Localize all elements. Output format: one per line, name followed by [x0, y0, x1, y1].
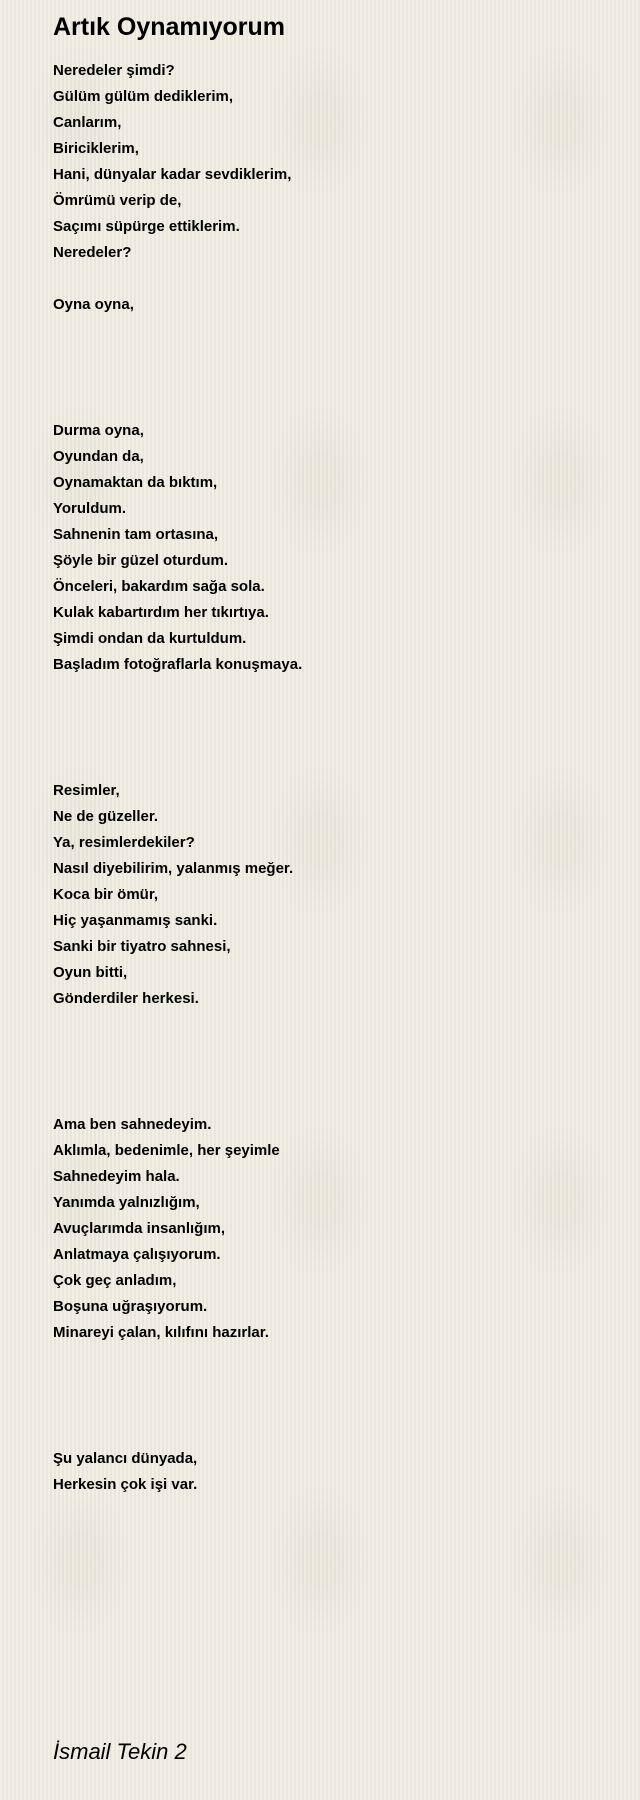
poem-line: Aklımla, bedenimle, her şeyimle [53, 1142, 280, 1159]
stanza-gap [53, 1012, 613, 1112]
poem-line: Sanki bir tiyatro sahnesi, [53, 938, 231, 955]
stanza-2 [53, 292, 613, 318]
poem-title: Artık Oynamıyorum [53, 13, 286, 41]
poem-line: Sahnenin tam ortasına, [53, 526, 219, 543]
poem-line: Ama ben sahnedeyim. [53, 1116, 212, 1133]
poem-line: Kulak kabartırdım her tıkırtıya. [53, 604, 269, 621]
poem-line: Anlatmaya çalışıyorum. [53, 1246, 221, 1263]
stanza-6 [53, 1446, 613, 1498]
poem-line: Yoruldum. [53, 500, 127, 517]
poem-line: Oyundan da, [53, 448, 144, 465]
poem-line: Ya, resimlerdekiler? [53, 834, 195, 851]
stanza-gap [53, 678, 613, 778]
poem-line: Neredeler? [53, 244, 132, 261]
poem-line: Biriciklerim, [53, 140, 139, 157]
poem-line: Oyna oyna, [53, 296, 134, 313]
stanza-gap [53, 1346, 613, 1446]
poem-line: Şu yalancı dünyada, [53, 1450, 198, 1467]
poem-line: Boşuna uğraşıyorum. [53, 1298, 208, 1315]
poem-line: Gülüm gülüm dediklerim, [53, 88, 234, 105]
stanza-gap [53, 266, 613, 292]
poem-body [53, 58, 613, 1498]
poem-line: Nasıl diyebilirim, yalanmış meğer. [53, 860, 294, 877]
stanza-3 [53, 418, 613, 678]
poem-author: İsmail Tekin 2 [53, 1739, 187, 1764]
poem-page [53, 10, 613, 1498]
stanza-5 [53, 1112, 613, 1346]
poem-line: Koca bir ömür, [53, 886, 159, 903]
poem-line: Şimdi ondan da kurtuldum. [53, 630, 247, 647]
poem-line: Saçımı süpürge ettiklerim. [53, 218, 240, 235]
poem-line: Resimler, [53, 782, 120, 799]
poem-line: Şöyle bir güzel oturdum. [53, 552, 229, 569]
poem-line: Herkesin çok işi var. [53, 1476, 198, 1493]
poem-line: Neredeler şimdi? [53, 62, 175, 79]
poem-line: Sahnedeyim hala. [53, 1168, 180, 1185]
poem-line: Hani, dünyalar kadar sevdiklerim, [53, 166, 292, 183]
poem-line: Oyun bitti, [53, 964, 128, 981]
poem-line: Gönderdiler herkesi. [53, 990, 199, 1007]
poem-line: Önceleri, bakardım sağa sola. [53, 578, 265, 595]
stanza-1 [53, 58, 613, 266]
poem-line: Ne de güzeller. [53, 808, 159, 825]
stanza-gap [53, 318, 613, 418]
poem-line: Minareyi çalan, kılıfını hazırlar. [53, 1324, 269, 1341]
poem-line: Avuçlarımda insanlığım, [53, 1220, 225, 1237]
poem-line: Başladım fotoğraflarla konuşmaya. [53, 656, 303, 673]
poem-line: Ömrümü verip de, [53, 192, 182, 209]
poem-line: Çok geç anladım, [53, 1272, 177, 1289]
stanza-4 [53, 778, 613, 1012]
poem-line: Canlarım, [53, 114, 122, 131]
poem-line: Oynamaktan da bıktım, [53, 474, 218, 491]
poem-line: Hiç yaşanmamış sanki. [53, 912, 218, 929]
poem-line: Durma oyna, [53, 422, 144, 439]
poem-line: Yanımda yalnızlığım, [53, 1194, 200, 1211]
